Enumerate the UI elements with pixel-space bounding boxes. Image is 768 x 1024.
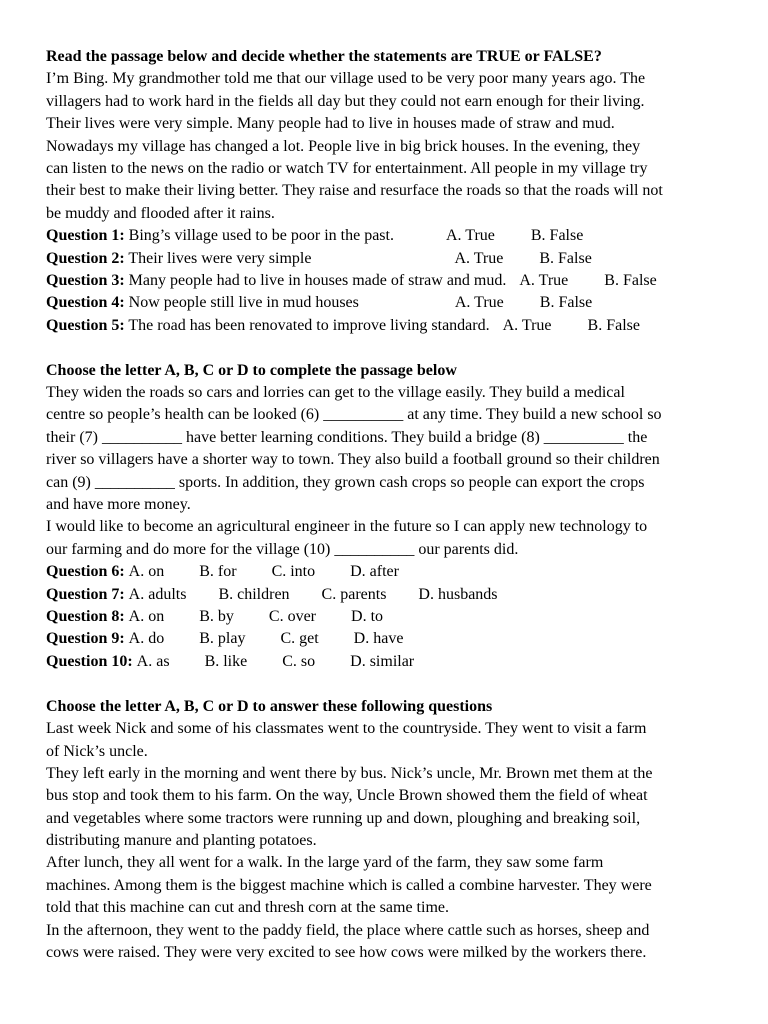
- question-label: Question 1:: [46, 227, 125, 245]
- option-c: C. into: [271, 563, 316, 581]
- question-label: Question 3:: [46, 271, 125, 289]
- option-false: B. False: [587, 316, 640, 334]
- section2-instruction: Choose the letter A, B, C or D to complete the passage below: [46, 361, 457, 379]
- question-4: [46, 292, 736, 314]
- option-d: D. have: [353, 630, 404, 648]
- question-label: Question 9:: [46, 630, 125, 648]
- section1-instruction: Read the passage below and decide whether the statements are TRUE or FALSE?: [46, 48, 602, 65]
- question-label: Question 10:: [46, 652, 133, 670]
- option-b: B. by: [199, 607, 234, 625]
- section1-passage-line: villagers had to work hard in the fields all day but they could not earn enough for their living.: [46, 92, 645, 110]
- worksheet-page: [46, 46, 736, 964]
- section3-passage-line: In the afternoon, they went to the paddy field, the place where cattle such as horses, sheep and: [46, 921, 650, 939]
- option-d: D. similar: [350, 652, 415, 670]
- question-6: [46, 561, 736, 583]
- section3-passage-line: of Nick’s uncle.: [46, 742, 148, 760]
- spacer: [46, 673, 736, 696]
- option-false: B. False: [530, 227, 584, 245]
- option-a: A. as: [136, 652, 170, 670]
- option-b: B. play: [199, 630, 246, 648]
- option-c: C. get: [280, 630, 319, 648]
- question-label: Question 4:: [46, 294, 125, 312]
- section1-passage-line: their best to make their living better. They raise and resurface the roads so that the roads will not: [46, 182, 663, 200]
- option-b: B. children: [218, 585, 290, 603]
- section3-passage-line: machines. Among them is the biggest machine which is called a combine harvester. They were: [46, 876, 652, 894]
- section3-passage-line: Last week Nick and some of his classmates went to the countryside. They went to visit a farm: [46, 720, 647, 738]
- question-label: Question 2:: [46, 249, 125, 267]
- question-text: Many people had to live in houses made of straw and mud.: [128, 271, 507, 289]
- question-text: Their lives were very simple: [128, 249, 312, 267]
- section1-passage-line: Their lives were very simple. Many people had to live in houses made of straw and mud.: [46, 115, 615, 133]
- section2-passage-line: and have more money.: [46, 496, 191, 514]
- section3-passage-line: After lunch, they all went for a walk. In the large yard of the farm, they saw some farm: [46, 854, 604, 872]
- question-7: [46, 584, 736, 606]
- section3-passage-line: cows were raised. They were very excited to see how cows were milked by the workers there.: [46, 944, 647, 962]
- question-8: [46, 606, 736, 628]
- question-2: [46, 248, 736, 270]
- option-a: A. adults: [128, 585, 187, 603]
- section1-passage-line: I’m Bing. My grandmother told me that our village used to be very poor many years ago. The: [46, 70, 646, 88]
- question-5: [46, 315, 736, 337]
- section1-passage-line: can listen to the news on the radio or watch TV for entertainment. All people in my village try: [46, 159, 648, 177]
- question-3: [46, 270, 736, 292]
- question-label: Question 7:: [46, 585, 125, 603]
- section2-passage-line: our farming and do more for the village (10) __________ our parents did.: [46, 540, 519, 558]
- option-c: C. parents: [321, 585, 387, 603]
- option-a: A. on: [128, 607, 165, 625]
- option-false: B. False: [604, 271, 657, 289]
- option-false: B. False: [539, 249, 592, 267]
- question-1: [46, 225, 736, 247]
- option-true: A. True: [454, 249, 504, 267]
- section2-passage-line: They widen the roads so cars and lorries can get to the village easily. They build a medical: [46, 384, 625, 402]
- question-text: Bing’s village used to be poor in the past.: [128, 227, 394, 245]
- section2-passage-line: their (7) __________ have better learning conditions. They build a bridge (8) __________ the: [46, 428, 648, 446]
- option-c: C. so: [282, 652, 316, 670]
- option-true: A. True: [454, 294, 504, 312]
- section1-passage-line: be muddy and flooded after it rains.: [46, 204, 275, 222]
- section3-passage-line: distributing manure and planting potatoes.: [46, 832, 317, 850]
- question-10: [46, 651, 736, 673]
- question-text: Now people still live in mud houses: [128, 294, 359, 312]
- section3-passage-line: bus stop and took them to his farm. On the way, Uncle Brown showed them the field of wheat: [46, 787, 648, 805]
- option-d: D. after: [350, 563, 399, 581]
- option-c: C. over: [268, 607, 317, 625]
- option-false: B. False: [539, 294, 593, 312]
- option-d: D. to: [351, 607, 384, 625]
- option-a: A. do: [128, 630, 165, 648]
- section1-passage-line: Nowadays my village has changed a lot. People live in big brick houses. In the evening, they: [46, 137, 641, 155]
- option-d: D. husbands: [418, 585, 498, 603]
- question-label: Question 6:: [46, 563, 125, 581]
- question-label: Question 5:: [46, 316, 125, 334]
- question-text: The road has been renovated to improve living standard.: [128, 316, 490, 334]
- section2-passage-line: centre so people’s health can be looked (6) __________ at any time. They build a new school so: [46, 406, 662, 424]
- section3-instruction: Choose the letter A, B, C or D to answer these following questions: [46, 697, 493, 715]
- option-b: B. for: [199, 563, 237, 581]
- question-9: [46, 628, 736, 650]
- section2-passage-line: river so villagers have a shorter way to town. They also build a football ground so their children: [46, 451, 660, 469]
- section3-passage-line: They left early in the morning and went there by bus. Nick’s uncle, Mr. Brown met them at the: [46, 764, 653, 782]
- option-true: A. True: [519, 271, 569, 289]
- spacer: [46, 337, 736, 360]
- option-true: A. True: [445, 227, 495, 245]
- option-b: B. like: [204, 652, 248, 670]
- option-true: A. True: [502, 316, 552, 334]
- section3-passage-line: told that this machine can cut and thresh corn at the same time.: [46, 899, 449, 917]
- question-label: Question 8:: [46, 607, 125, 625]
- section3-passage-line: and vegetables where some tractors were running up and down, ploughing and breaking soil,: [46, 809, 641, 827]
- option-a: A. on: [128, 563, 165, 581]
- section2-passage-line: I would like to become an agricultural engineer in the future so I can apply new technology to: [46, 518, 648, 536]
- section2-passage-line: can (9) __________ sports. In addition, they grown cash crops so people can export the crops: [46, 473, 645, 491]
